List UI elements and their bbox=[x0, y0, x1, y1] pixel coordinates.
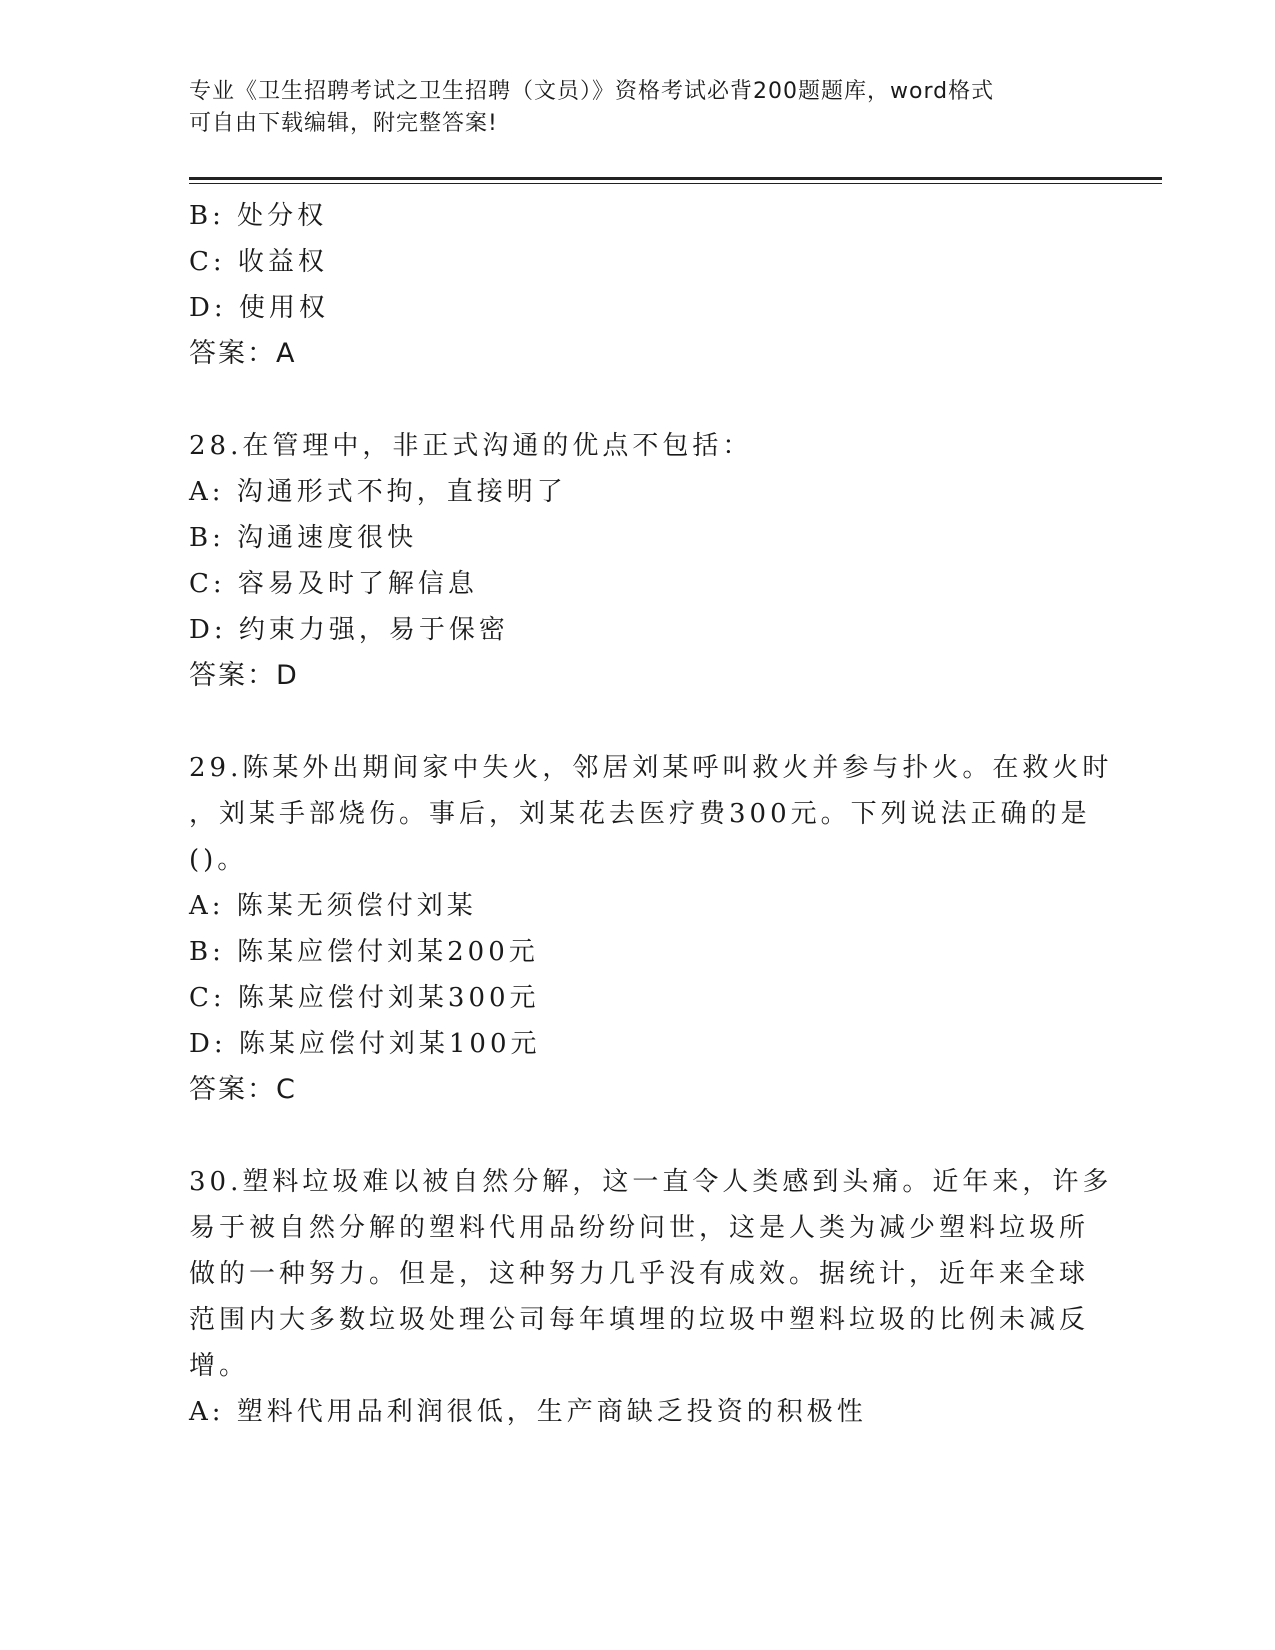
question-stem-line: 30.塑料垃圾难以被自然分解，这一直令人类感到头痛。近年来，许多 bbox=[189, 1167, 1113, 1197]
question-28 bbox=[189, 423, 1089, 699]
question-stem-line: 易于被自然分解的塑料代用品纷纷问世，这是人类为减少塑料垃圾所 bbox=[189, 1213, 1090, 1243]
question-stem-line: 做的一种努力。但是，这种努力几乎没有成效。据统计，近年来全球 bbox=[189, 1259, 1090, 1289]
option-d: D: 使用权 bbox=[189, 293, 329, 323]
option-a: A: 塑料代用品利润很低，生产商缺乏投资的积极性 bbox=[189, 1397, 867, 1427]
option-c: C: 收益权 bbox=[189, 247, 328, 277]
header-rule-thick bbox=[189, 177, 1162, 180]
question-content bbox=[189, 193, 1113, 1435]
option-c: C: 容易及时了解信息 bbox=[189, 569, 478, 599]
option-b: B: 沟通速度很快 bbox=[189, 523, 418, 553]
question-stem-line: ，刘某手部烧伤。事后，刘某花去医疗费300元。下列说法正确的是 bbox=[189, 799, 1091, 829]
option-c: C: 陈某应偿付刘某300元 bbox=[189, 983, 540, 1013]
header-rule-thin bbox=[189, 183, 1162, 184]
spacer bbox=[189, 699, 1089, 745]
option-d: D: 约束力强，易于保密 bbox=[189, 615, 509, 645]
question-stem-line: 29.陈某外出期间家中失火，邻居刘某呼叫救火并参与扑火。在救火时 bbox=[189, 753, 1113, 783]
question-stem-line: ()。 bbox=[189, 845, 248, 875]
answer-label: 答案：A bbox=[189, 338, 297, 369]
question-stem: 28.在管理中，非正式沟通的优点不包括： bbox=[189, 431, 753, 461]
answer-label: 答案：C bbox=[189, 1074, 297, 1105]
question-30 bbox=[189, 1159, 1113, 1435]
header-line-2: 可自由下载编辑，附完整答案! bbox=[189, 111, 498, 136]
spacer bbox=[189, 1113, 1089, 1159]
question-stem-line: 范围内大多数垃圾处理公司每年填埋的垃圾中塑料垃圾的比例未减反 bbox=[189, 1305, 1090, 1335]
question-27-tail bbox=[189, 193, 1089, 377]
document-header bbox=[189, 76, 1069, 140]
option-a: A: 陈某无须偿付刘某 bbox=[189, 891, 477, 921]
question-29 bbox=[189, 745, 1113, 1113]
header-line-1: 专业《卫生招聘考试之卫生招聘（文员）》资格考试必背200题题库，word格式 bbox=[189, 79, 995, 104]
spacer bbox=[189, 377, 1089, 423]
option-b: B: 陈某应偿付刘某200元 bbox=[189, 937, 539, 967]
option-a: A: 沟通形式不拘，直接明了 bbox=[189, 477, 567, 507]
option-d: D: 陈某应偿付刘某100元 bbox=[189, 1029, 541, 1059]
answer-label: 答案：D bbox=[189, 660, 299, 691]
option-b: B: 处分权 bbox=[189, 201, 328, 231]
question-stem-line: 增。 bbox=[189, 1351, 250, 1381]
